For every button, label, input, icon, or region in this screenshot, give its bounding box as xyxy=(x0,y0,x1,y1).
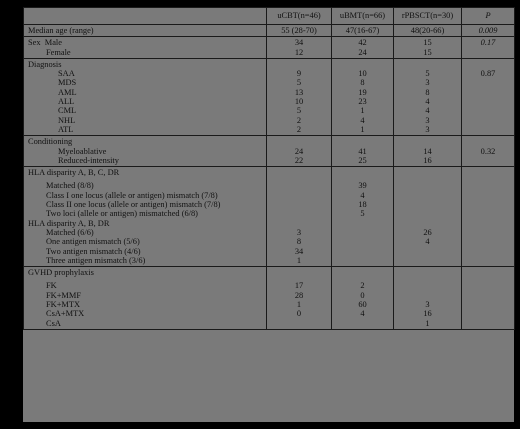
header-p-value: P xyxy=(462,8,515,25)
gvhd-value: 2 xyxy=(360,281,365,291)
header-rpbsct: rPBSCT(n=30) xyxy=(394,8,462,25)
gvhd-label: FK+MMF xyxy=(46,290,81,300)
diagnosis-rpbsct xyxy=(394,58,462,135)
hla-labels xyxy=(24,167,267,267)
sex-female-rpbsct: 15 xyxy=(423,47,432,57)
gvhd-value: 28 xyxy=(294,290,304,300)
gvhd-value: 0 xyxy=(296,309,302,319)
sex-rpbsct xyxy=(394,37,462,59)
sex-labels xyxy=(24,37,267,59)
hla-value: 34 xyxy=(294,246,304,256)
hla-label: One antigen mismatch (5/6) xyxy=(46,237,140,247)
age-ucbt: 55 (28-70) xyxy=(267,25,332,37)
diagnosis-value: 8 xyxy=(425,87,430,97)
hla-ucbt xyxy=(267,167,332,267)
hla-value: 4 xyxy=(425,237,430,247)
hla-ubmt xyxy=(332,167,394,267)
gvhd-value: 3 xyxy=(425,300,430,310)
gvhd-section xyxy=(24,267,515,330)
hla-value: 3 xyxy=(296,227,302,237)
diagnosis-value: 19 xyxy=(358,87,367,97)
hla-value xyxy=(269,191,329,200)
sex-p xyxy=(462,37,515,59)
sex-ucbt xyxy=(267,37,332,59)
age-p: 0.009 xyxy=(462,25,515,37)
conditioning-p-value: 0.32 xyxy=(480,146,496,156)
diagnosis-value: 3 xyxy=(425,78,430,88)
conditioning-ucbt xyxy=(267,136,332,167)
diagnosis-aml-label: AML xyxy=(58,87,77,97)
patient-characteristics-table xyxy=(23,7,515,330)
age-rpbsct: 48(20-66) xyxy=(394,25,462,37)
diagnosis-saa-label: SAA xyxy=(58,69,75,79)
sex-male-rpbsct: 15 xyxy=(423,38,432,48)
hla-label: Class II one locus (allele or antigen) mismatch (7/8) xyxy=(46,200,221,210)
diagnosis-mds-label: MDS xyxy=(58,78,77,88)
hla-label: Class I one locus (allele or antigen) mismatch (7/8) xyxy=(46,190,218,200)
diagnosis-value: 3 xyxy=(425,124,430,134)
patient-characteristics-table-page xyxy=(23,7,514,422)
sex-p-value: 0.17 xyxy=(480,38,496,48)
diagnosis-value: 4 xyxy=(360,115,365,125)
conditioning-value: 16 xyxy=(423,155,432,165)
diagnosis-p xyxy=(462,58,515,135)
hla-value xyxy=(334,256,391,265)
gvhd-label: CsA xyxy=(46,318,61,328)
gvhd-value: 17 xyxy=(294,281,304,291)
conditioning-heading: Conditioning xyxy=(28,137,73,147)
hla-label: Two antigen mismatch (4/6) xyxy=(46,246,141,256)
hla-label: Matched (8/8) xyxy=(46,181,94,191)
hla-value: 1 xyxy=(296,255,302,265)
hla-label: Three antigen mismatch (3/6) xyxy=(46,255,146,265)
conditioning-myeloablative-label: Myeloablative xyxy=(58,146,107,156)
diagnosis-value: 2 xyxy=(296,115,302,125)
conditioning-rpbsct xyxy=(394,136,462,167)
gvhd-value xyxy=(334,319,391,328)
diagnosis-value: 1 xyxy=(360,124,365,134)
diagnosis-labels xyxy=(24,58,267,135)
hla-heading-8: HLA disparity A, B, C, DR xyxy=(28,168,120,178)
hla-rpbsct xyxy=(394,167,462,267)
gvhd-labels xyxy=(24,267,267,330)
diagnosis-value: 1 xyxy=(360,106,365,116)
diagnosis-value: 3 xyxy=(425,115,430,125)
hla-value xyxy=(269,181,329,190)
conditioning-ric-label: Reduced-intensity xyxy=(58,155,119,165)
sex-heading: Sex xyxy=(28,38,41,48)
header-row xyxy=(24,8,515,25)
conditioning-labels xyxy=(24,136,267,167)
diagnosis-ucbt xyxy=(267,58,332,135)
diagnosis-value: 5 xyxy=(296,106,302,116)
diagnosis-value: 9 xyxy=(296,69,302,79)
hla-value xyxy=(269,200,329,209)
conditioning-value: 41 xyxy=(358,146,367,156)
diagnosis-value: 23 xyxy=(358,97,367,107)
diagnosis-value: 4 xyxy=(425,97,430,107)
diagnosis-value: 10 xyxy=(294,97,304,107)
conditioning-value: 14 xyxy=(423,146,432,156)
hla-label: Two loci (allele or antigen) mismatched (6/8) xyxy=(46,209,198,219)
sex-section xyxy=(24,37,515,59)
sex-male-ucbt: 34 xyxy=(294,38,304,48)
conditioning-value: 25 xyxy=(358,155,367,165)
hla-value: 8 xyxy=(296,237,302,247)
diagnosis-value: 4 xyxy=(425,106,430,116)
hla-p xyxy=(462,167,515,267)
sex-female-ucbt: 12 xyxy=(294,47,304,57)
gvhd-heading: GVHD prophylaxis xyxy=(28,268,94,278)
header-ucbt: uCBT(n=46) xyxy=(267,8,332,25)
gvhd-ubmt xyxy=(332,267,394,330)
gvhd-p xyxy=(462,267,515,330)
gvhd-label: CsA+MTX xyxy=(46,309,85,319)
gvhd-label: FK+MTX xyxy=(46,300,81,310)
sex-male-label: Male xyxy=(44,38,62,48)
header-ubmt: uBMT(n=66) xyxy=(332,8,394,25)
hla-value: 5 xyxy=(360,209,365,219)
diagnosis-value: 5 xyxy=(296,78,302,88)
gvhd-rpbsct xyxy=(394,267,462,330)
header-blank xyxy=(24,8,267,25)
sex-female-ubmt: 24 xyxy=(358,47,367,57)
diagnosis-cml-label: CML xyxy=(58,106,77,116)
gvhd-value: 16 xyxy=(423,309,432,319)
diagnosis-value: 2 xyxy=(296,124,302,134)
gvhd-value: 60 xyxy=(358,300,367,310)
diagnosis-value: 10 xyxy=(358,69,367,79)
hla-value xyxy=(334,228,391,237)
hla-value xyxy=(334,247,391,256)
hla-value xyxy=(396,209,459,218)
diagnosis-p-value: 0.87 xyxy=(480,69,496,79)
conditioning-p xyxy=(462,136,515,167)
hla-value: 4 xyxy=(360,190,365,200)
hla-value: 26 xyxy=(423,227,432,237)
hla-value xyxy=(396,191,459,200)
age-label: Median age (range) xyxy=(24,25,267,37)
hla-value xyxy=(396,181,459,190)
diagnosis-value: 13 xyxy=(294,87,304,97)
sex-female-label: Female xyxy=(46,47,71,57)
diagnosis-ubmt xyxy=(332,58,394,135)
age-row xyxy=(24,25,515,37)
gvhd-value xyxy=(269,319,329,328)
diagnosis-value: 8 xyxy=(360,78,365,88)
gvhd-value: 4 xyxy=(360,309,365,319)
age-ubmt: 47(16-67) xyxy=(332,25,394,37)
hla-value xyxy=(396,200,459,209)
hla-value xyxy=(269,209,329,218)
diagnosis-nhl-label: NHL xyxy=(58,115,76,125)
diagnosis-atl-label: ATL xyxy=(58,124,74,134)
gvhd-value: 1 xyxy=(425,318,430,328)
gvhd-value: 1 xyxy=(296,300,302,310)
hla-value xyxy=(396,247,459,256)
diagnosis-value: 5 xyxy=(425,69,430,79)
hla-value: 39 xyxy=(358,181,367,191)
conditioning-value: 22 xyxy=(294,155,304,165)
diagnosis-all-label: ALL xyxy=(58,97,75,107)
gvhd-value xyxy=(396,291,459,300)
conditioning-value: 24 xyxy=(294,146,304,156)
hla-value: 18 xyxy=(358,200,367,210)
sex-male-ubmt: 42 xyxy=(358,38,367,48)
sex-ubmt xyxy=(332,37,394,59)
gvhd-value: 0 xyxy=(360,290,365,300)
diagnosis-heading: Diagnosis xyxy=(28,59,62,69)
diagnosis-section xyxy=(24,58,515,135)
hla-heading-6: HLA disparity A, B, DR xyxy=(28,218,110,228)
gvhd-value xyxy=(396,281,459,290)
hla-value xyxy=(396,256,459,265)
gvhd-ucbt xyxy=(267,267,332,330)
hla-label: Matched (6/6) xyxy=(46,227,94,237)
conditioning-ubmt xyxy=(332,136,394,167)
conditioning-section xyxy=(24,136,515,167)
hla-section xyxy=(24,167,515,267)
hla-value xyxy=(334,237,391,246)
gvhd-label: FK xyxy=(46,281,57,291)
